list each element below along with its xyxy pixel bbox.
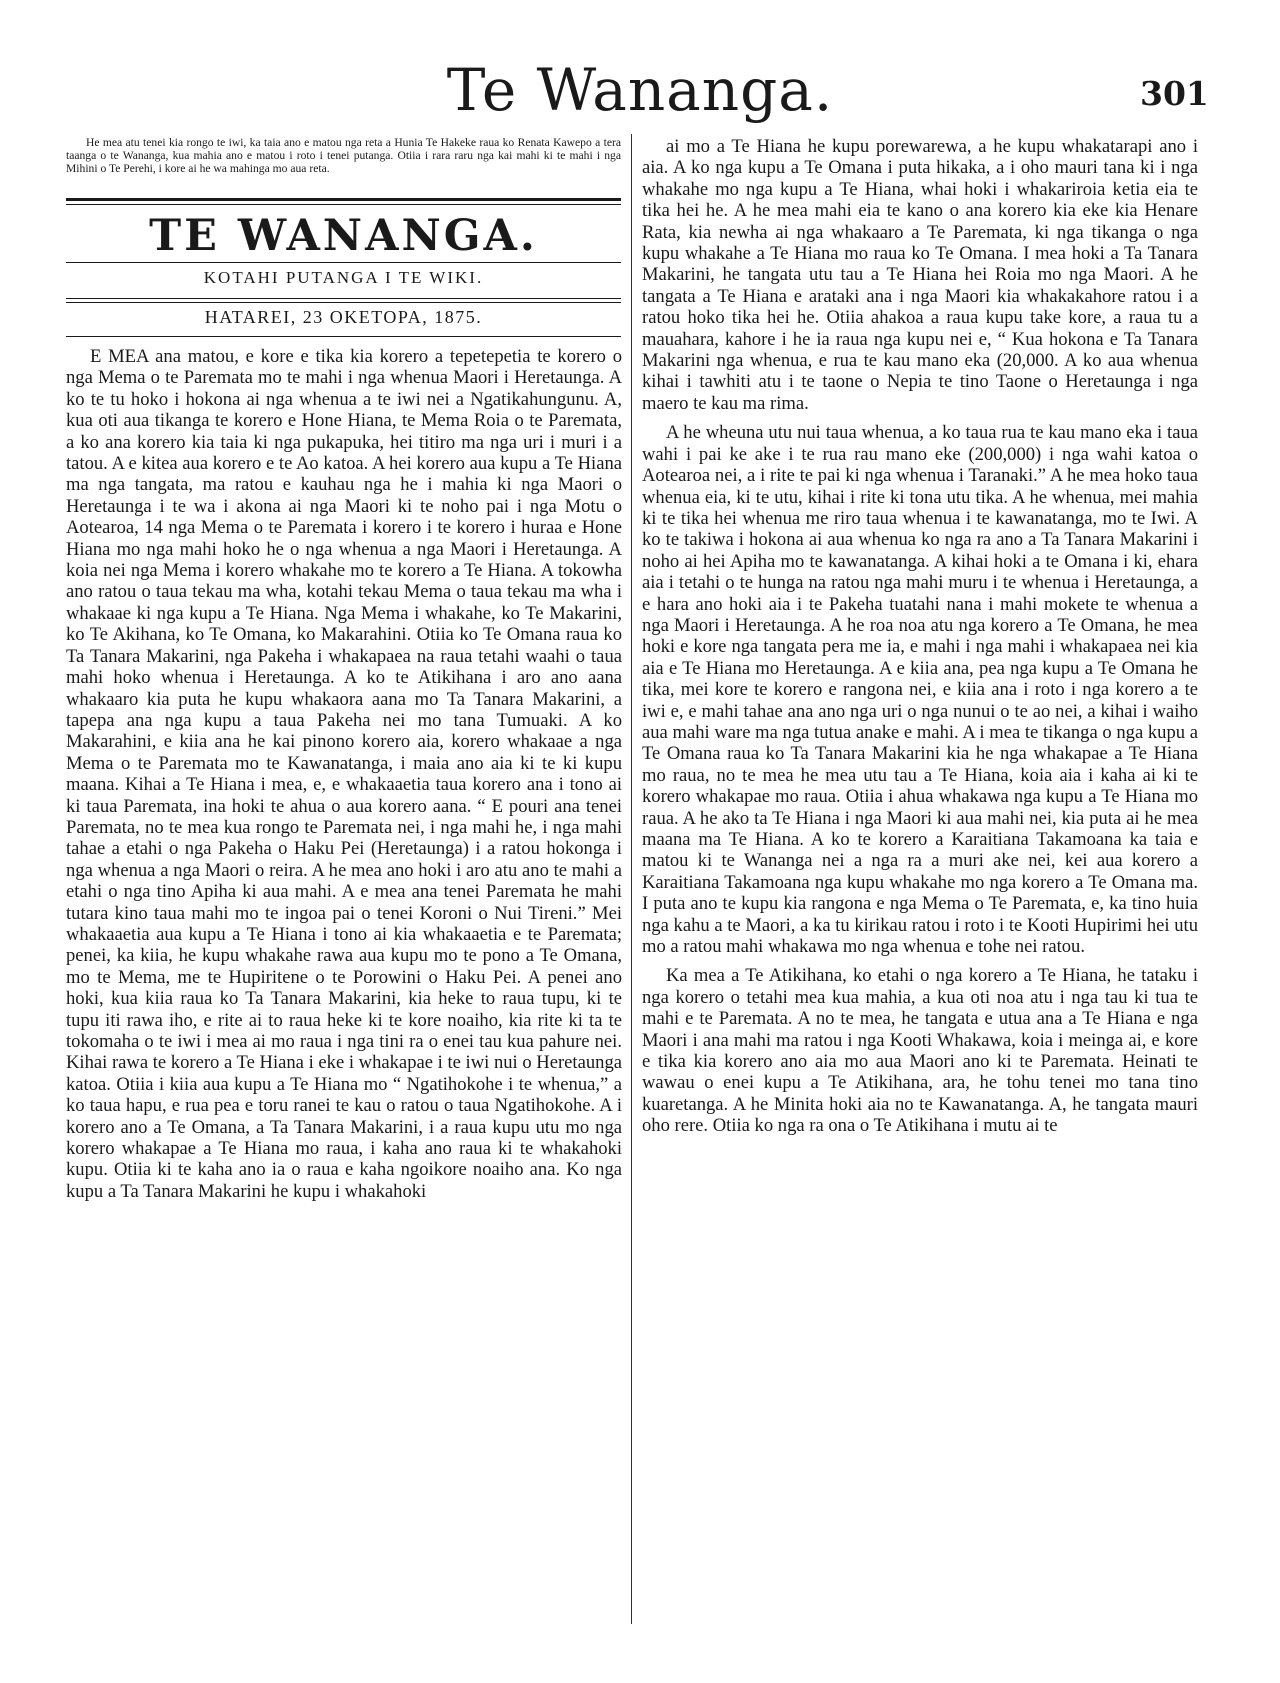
divider-rule [66,198,621,201]
column-divider [631,134,632,1624]
divider-rule [66,302,621,303]
paper-title: TE WANANGA. [149,211,538,261]
article-paragraph: Ka mea a Te Atikihana, ko etahi o nga korero a Te Hiana, he tataku i nga korero o tetahi mea kua mahia, a kua oti noa atu i nga tau ki tua te mahi e te Paremata. A no te mea, he tangata e utua ana a Te Hiana e nga Maori i ana mahi ma ratou i nga Kooti Whakawa, koia i meinga ai, e kore e tika kia korero ano aia mo aua Maori ano ki te Paremata. Heinati te wawau o enei kupu a Te Atikihana, ara, he tohu tenei mo tana tino kuaretanga. A he Minita hoki aia no te Kawanatanga. A, he tangata mauri oho rere. Otiia ko nga ra ona o Te Atikihana i mutu ai te [642,965,1198,1137]
article-paragraph: ai mo a Te Hiana he kupu porewarewa, a he kupu whakatarapi ano i aia. A ko nga kupu a Te Omana i puta hikaka, a i oho mauri tana ki i nga whakahe mo nga kupu a Te Hiana, whai hoki i whakariroia ketia eia te tika hei he. A he mea mahi eia te kano o ana korero kia eke kia Henare Rata, kia newha ai nga whakaaro a Te Paremata, ki nga tikanga o nga kupu whakahe a Te Hiana mo raua ko Te Omana. I mea hoki a Ta Tanara Makarini, he tangata utu tau a Te Hiana hei Roia mo nga Maori. A he tangata a Te Hiana e arataki ana i nga Maori kia whakakahore ratou i a ratou hoko tika hei he. Otiia ahakoa a raua kupu take kore, a raua tu a mauahara, kahore i he ia raua nga kupu nei e, “ Kua hokona e Ta Tanara Makarini nga whenua, e rua te kau mano eka (20,000. A ko aua whenua kihai i tawhiti atu i te taone o Nepia te tino Taone o Heretaunga i nga maero te kau ma rima. [642,136,1198,414]
divider-rule [66,336,621,337]
divider-rule [66,204,621,205]
subtitle: KOTAHI PUTANGA I TE WIKI. [203,268,484,287]
page-number: 301 [1140,74,1209,113]
dateline: HATAREI, 23 OKETOPA, 1875. [204,307,483,327]
divider-rule [66,262,621,263]
notice-paragraph: He mea atu tenei kia rongo te iwi, ka taia ano e matou nga reta a Hunia Te Hakeke raua ko Renata Kawepo a tera taanga o te Wananga, kua mahia ano e matou i roto i tenei putanga. Otiia i rara raru nga kai mahi ki te mahi i nga Mihini o Te Perehi, i kore ai he wa mahinga mo aua reta. [66,136,621,175]
article-paragraph: E MEA ana matou, e kore e tika kia korero a tepetepetia te korero o nga Mema o te Paremata mo te mahi i nga whenua Maori i Heretaunga. A ko te tu hoko i hokona ai nga whenua a te iwi nei a Ngatikahungunu. A, kua oti aua tikanga te korero e Hone Hiana, te Mema Roia o te Paremata, a ko ana korero kia taia ki nga pukapuka, hei titiro ma nga uri i muri i a tatou. A e kitea aua korero e te Ao katoa. A hei korero aua kupu a Te Hiana ma nga tangata, ma ratou e kauhau nga he i mahia ki nga Maori o Heretaunga i te wa i akona ai nga Maori ki te noho pai i nga Motu o Aotearoa, 14 nga Mema o te Paremata i korero i te korero i huraa e Hone Hiana mo nga mahi hoko he o nga whenua a nga Maori i Heretaunga. A koia nei nga Mema i korero whakahe mo te korero a Te Hiana. A tokowha ano ratou o taua tekau ma wha, kotahi tekau Mema o taua tekau ma wha i whakaae ki nga kupu a Te Hiana. Nga Mema i whakahe, ko Te Makarini, ko Te Akihana, ko Te Omana, ko Makarahini. Otiia ko Te Omana raua ko Ta Tanara Makarini, nga Pakeha i whakapaea na raua tetahi waahi o taua mahi hoko whenua i Heretaunga. A ko te Atikihana i aro ano aana whakaaro kia puta he kupu whakaora aana mo Ta Tanara Makarini, a tapepa ana nga kupu a taua Pakeha nei mo tana Tumuaki. A ko Makarahini, e kiia ana he kai pinono korero aia, korero whakaae a nga Mema o te Paremata mo te Kawanatanga, i maia ano aia ki te ki kupu maana. Kihai a Te Hiana i mea, e, e whakaaetia taua korero ana i tono ai ki taua Paremata, ina hoki te ahua o aua korero aana. “ E pouri ana tenei Paremata, no te mea kua rongo te Paremata nei, i nga mahi he, i nga mahi tahae a etahi o nga Pakeha o Haku Pei (Heretaunga) i a ratou hokonga i nga whenua a nga Maori o reira. A he mea ano hoki i aro atu ano te mahi a etahi o nga tino Apiha ki aua mahi. A e mea ana tenei Paremata he mahi tutara kino taua mahi mo te ingoa pai o tenei Koroni o Nui Tireni.” Mei whakaaetia aua kupu a Te Hiana i tono ai kia whakaaetia e te Paremata; penei, ka kiia, he kupu whakahe rawa aua kupu mo te pono a Te Omana, mo te Mema, me te Hupiritene o te Porowini o Haku Pei. A penei ano hoki, kua kiia raua ko Ta Tanara Makarini, kia heke to raua tupu, ki te tupu iti rawa iho, e rite ai to raua heke ki te kore noaiho, kia rite ki ta te tokomaha o te iwi i mea ai mo raua i nga tini ra o enei tau kua pahure nei. Kihai rawa te korero a Te Hiana i eke i whakapae i te iwi nui o Heretaunga katoa. Otiia i kiia aua kupu a Te Hiana mo “ Ngatihokohe i te whenua,” a ko taua hapu, e rua pea e toru ranei te kau o ratou o taua Ngatihokohe. A i korero ano a Te Omana, a Ta Tanara Makarini, i a raua kupu utu mo nga korero whakapae a Te Hiana mo raua, i kaha ano raua ki te whakahoki kupu. Otiia ki te kaha ano ia o raua e kaha ngoikore noaiho ana. Ko nga kupu a Ta Tanara Makarini he kupu i whakahoki [66,346,622,1202]
article-paragraph: A he wheuna utu nui taua whenua, a ko taua rua te kau mano eka i taua wahi i pai ke ake i te rua rau mano eke (200,000) i nga wahi katoa o Aotearoa nei, a i rite te pai ki nga whenua i Taranaki.” A he mea hoko taua whenua eia, ki te utu, kihai i rite ki tona utu tika. A he whenua, mei mahia ki te tika hei whenua me riro taua whenua i te kawanatanga, mo te Iwi. A ko te takiwa i hokona ai aua whenua ko nga ra ano a Ta Tanara Makarini i noho ai hei Apiha mo te kawanatanga. A kihai hoki a te Omana i ki, ehara aia i tetahi o te hunga na ratou nga mahi muru i te whenua i Heretaunga, a e hara ano hoki aia i te Pakeha tuatahi nana i mahi mokete te whenua a nga Maori i Heretaunga. A he roa noa atu nga korero a Te Omana, he mea hoki e kore nga tangata pera me ia, e mahi i nga mahi i whakapaea nei kia aia e Te Hiana mo Heretaunga. A e kiia ana, pea nga kupu a Te Omana he tika, mei kore te korero e rangona nei, e kiia ana i roto i nga korero a te iwi e, e mahi tahae ana ano nga uri o nga nunui o te ao nei, a kihai i waiho aua mahi ware ma nga tutua anake e mahi. A i mea te tikanga o nga kupu a Te Omana raua ko Ta Tanara Makarini kia he nga whakapae a Te Hiana mo raua, no te mea he mea utu tau a Te Hiana, koia aia i kaha ai ki te korero whakapae mo raua. Otiia i ahua whakawa nga kupu a Te Hiana mo raua. A he ako ta Te Hiana i nga Maori ki aua mahi nei, kia puta ai he mea maana ma Te Hiana. A ko te korero a Karaitiana Takamoana ka taia e matou ki te Wananga nei a nga ra a muri ake nei, kei aua korero a Karaitiana Takamoana nga kupu whakahe mo nga korero a Te Omana ma. I puta ano te kupu kia rangona e nga Mema o Te Paremata, e, ka tino huia nga kahu a te Maori, a ka tu kirikau ratou i roto i te Kooti Hupirimi hei utu mo a ratou mahi whakawa mo nga whenua e tohe nei ratou. [642,422,1198,958]
left-column [66,346,622,1202]
right-column [642,136,1198,1137]
divider-rule [66,298,621,299]
masthead: Te Wananga. [446,56,834,124]
